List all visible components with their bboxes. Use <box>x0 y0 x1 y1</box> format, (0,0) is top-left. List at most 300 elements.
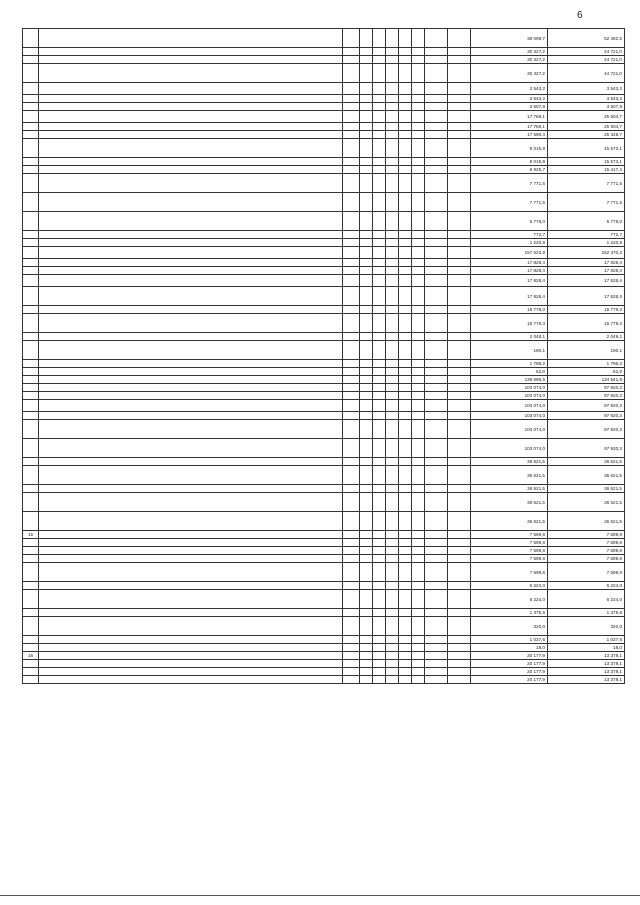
code-direction <box>425 131 448 139</box>
code-subprogram <box>399 412 412 420</box>
code-subprogram <box>399 563 412 582</box>
row-index <box>23 439 39 458</box>
code-event <box>412 636 425 644</box>
code-program <box>386 48 399 56</box>
row-name <box>39 660 343 668</box>
row-name <box>39 29 343 48</box>
code-admin <box>343 333 360 341</box>
value-year-2: 7 771,5 <box>548 193 625 212</box>
code-event <box>412 56 425 64</box>
code-section <box>360 400 373 412</box>
row-index <box>23 617 39 636</box>
code-direction <box>425 333 448 341</box>
code-direction <box>425 384 448 392</box>
row-index <box>23 64 39 83</box>
code-program <box>386 531 399 539</box>
code-expense-type <box>448 485 471 493</box>
row-name <box>39 384 343 392</box>
code-event <box>412 64 425 83</box>
code-subsection <box>373 239 386 247</box>
budget-table-container <box>22 28 625 868</box>
code-admin <box>343 609 360 617</box>
table-row <box>23 103 625 111</box>
row-index <box>23 609 39 617</box>
code-expense-type <box>448 341 471 360</box>
code-program <box>386 314 399 333</box>
code-admin <box>343 247 360 259</box>
code-subsection <box>373 29 386 48</box>
code-expense-type <box>448 547 471 555</box>
row-name <box>39 111 343 123</box>
row-index <box>23 376 39 384</box>
code-admin <box>343 306 360 314</box>
row-index <box>23 247 39 259</box>
code-program <box>386 617 399 636</box>
row-index <box>23 267 39 275</box>
value-year-1: 38 098,7 <box>471 29 548 48</box>
row-index <box>23 174 39 193</box>
code-section <box>360 384 373 392</box>
code-section <box>360 636 373 644</box>
code-admin <box>343 212 360 231</box>
code-subsection <box>373 420 386 439</box>
code-admin <box>343 617 360 636</box>
code-subsection <box>373 531 386 539</box>
table-row <box>23 660 625 668</box>
row-name <box>39 531 343 539</box>
code-admin <box>343 275 360 287</box>
code-program <box>386 676 399 684</box>
code-direction <box>425 400 448 412</box>
code-event <box>412 420 425 439</box>
code-event <box>412 267 425 275</box>
row-index <box>23 539 39 547</box>
table-row <box>23 563 625 582</box>
code-section <box>360 617 373 636</box>
code-program <box>386 458 399 466</box>
code-subprogram <box>399 590 412 609</box>
code-admin <box>343 64 360 83</box>
table-row <box>23 360 625 368</box>
value-year-1: 772,7 <box>471 231 548 239</box>
code-event <box>412 103 425 111</box>
code-event <box>412 493 425 512</box>
code-section <box>360 83 373 95</box>
code-section <box>360 212 373 231</box>
code-subsection <box>373 676 386 684</box>
code-expense-type <box>448 48 471 56</box>
code-expense-type <box>448 617 471 636</box>
code-expense-type <box>448 56 471 64</box>
value-year-1: 1 375,6 <box>471 609 548 617</box>
row-index <box>23 275 39 287</box>
code-event <box>412 439 425 458</box>
code-admin <box>343 400 360 412</box>
code-subprogram <box>399 231 412 239</box>
value-year-1: 36 621,5 <box>471 458 548 466</box>
table-row <box>23 83 625 95</box>
code-section <box>360 485 373 493</box>
code-section <box>360 64 373 83</box>
code-section <box>360 412 373 420</box>
value-year-2: 7 771,5 <box>548 174 625 193</box>
code-direction <box>425 314 448 333</box>
row-name <box>39 547 343 555</box>
code-admin <box>343 158 360 166</box>
table-row <box>23 231 625 239</box>
code-subsection <box>373 341 386 360</box>
value-year-1: 7 599,6 <box>471 539 548 547</box>
value-year-1: 15 779,3 <box>471 306 548 314</box>
code-program <box>386 485 399 493</box>
code-event <box>412 512 425 531</box>
code-direction <box>425 458 448 466</box>
value-year-1: 17 590,4 <box>471 131 548 139</box>
row-name <box>39 314 343 333</box>
code-program <box>386 582 399 590</box>
code-subsection <box>373 376 386 384</box>
code-expense-type <box>448 259 471 267</box>
row-index <box>23 458 39 466</box>
row-index <box>23 360 39 368</box>
row-name <box>39 48 343 56</box>
code-admin <box>343 652 360 660</box>
code-event <box>412 212 425 231</box>
code-program <box>386 360 399 368</box>
code-subprogram <box>399 333 412 341</box>
value-year-2: 6 224,0 <box>548 582 625 590</box>
code-subprogram <box>399 384 412 392</box>
code-subprogram <box>399 275 412 287</box>
value-year-2: 7 599,6 <box>548 531 625 539</box>
value-year-2: 1 037,6 <box>548 636 625 644</box>
code-section <box>360 376 373 384</box>
value-year-1: 103 074,0 <box>471 384 548 392</box>
code-section <box>360 676 373 684</box>
code-event <box>412 287 425 306</box>
code-admin <box>343 660 360 668</box>
code-admin <box>343 174 360 193</box>
code-program <box>386 166 399 174</box>
table-row <box>23 636 625 644</box>
code-program <box>386 193 399 212</box>
row-index <box>23 239 39 247</box>
code-subsection <box>373 582 386 590</box>
code-program <box>386 555 399 563</box>
code-subsection <box>373 652 386 660</box>
code-subprogram <box>399 341 412 360</box>
code-section <box>360 539 373 547</box>
row-index <box>23 314 39 333</box>
code-section <box>360 555 373 563</box>
code-section <box>360 563 373 582</box>
code-subprogram <box>399 644 412 652</box>
row-name <box>39 392 343 400</box>
code-admin <box>343 83 360 95</box>
code-admin <box>343 531 360 539</box>
value-year-2: 13 379,1 <box>548 668 625 676</box>
code-program <box>386 29 399 48</box>
code-event <box>412 111 425 123</box>
table-row <box>23 341 625 360</box>
table-row <box>23 239 625 247</box>
value-year-2: 190,1 <box>548 341 625 360</box>
page-divider <box>0 895 640 896</box>
code-direction <box>425 439 448 458</box>
code-direction <box>425 64 448 83</box>
code-expense-type <box>448 239 471 247</box>
value-year-1: 1 220,8 <box>471 239 548 247</box>
row-name <box>39 275 343 287</box>
code-direction <box>425 485 448 493</box>
code-direction <box>425 420 448 439</box>
row-index <box>23 563 39 582</box>
row-name <box>39 458 343 466</box>
row-name <box>39 56 343 64</box>
code-event <box>412 306 425 314</box>
row-name <box>39 563 343 582</box>
code-direction <box>425 563 448 582</box>
row-index <box>23 287 39 306</box>
code-direction <box>425 306 448 314</box>
row-name <box>39 287 343 306</box>
code-event <box>412 83 425 95</box>
code-section <box>360 420 373 439</box>
value-year-2: 2 049,1 <box>548 333 625 341</box>
value-year-2: 36 621,5 <box>548 512 625 531</box>
code-subsection <box>373 644 386 652</box>
code-admin <box>343 644 360 652</box>
code-direction <box>425 158 448 166</box>
code-expense-type <box>448 531 471 539</box>
code-subprogram <box>399 676 412 684</box>
value-year-1: 9 015,9 <box>471 139 548 158</box>
code-subprogram <box>399 485 412 493</box>
code-subprogram <box>399 582 412 590</box>
value-year-1: 103 074,0 <box>471 392 548 400</box>
code-subsection <box>373 333 386 341</box>
code-admin <box>343 512 360 531</box>
code-program <box>386 306 399 314</box>
code-subprogram <box>399 123 412 131</box>
code-expense-type <box>448 64 471 83</box>
row-name <box>39 652 343 660</box>
code-section <box>360 652 373 660</box>
row-index <box>23 212 39 231</box>
value-year-1: 7 771,5 <box>471 193 548 212</box>
row-index <box>23 103 39 111</box>
code-section <box>360 466 373 485</box>
value-year-2: 3 543,2 <box>548 95 625 103</box>
value-year-2: 17 828,4 <box>548 259 625 267</box>
value-year-1: 18,0 <box>471 644 548 652</box>
row-index <box>23 111 39 123</box>
value-year-2: 44 721,0 <box>548 56 625 64</box>
value-year-1: 320,0 <box>471 617 548 636</box>
row-index <box>23 158 39 166</box>
value-year-2: 7 599,6 <box>548 539 625 547</box>
code-subprogram <box>399 103 412 111</box>
table-row <box>23 458 625 466</box>
code-section <box>360 668 373 676</box>
code-subsection <box>373 360 386 368</box>
budget-table <box>22 28 625 684</box>
code-subprogram <box>399 439 412 458</box>
table-row <box>23 247 625 259</box>
code-admin <box>343 466 360 485</box>
table-row <box>23 609 625 617</box>
code-subprogram <box>399 158 412 166</box>
code-section <box>360 458 373 466</box>
code-admin <box>343 368 360 376</box>
code-event <box>412 193 425 212</box>
value-year-2: 13 379,1 <box>548 652 625 660</box>
value-year-1: 36 621,5 <box>471 512 548 531</box>
code-direction <box>425 547 448 555</box>
row-index <box>23 123 39 131</box>
code-program <box>386 158 399 166</box>
code-direction <box>425 636 448 644</box>
code-expense-type <box>448 668 471 676</box>
code-program <box>386 439 399 458</box>
code-admin <box>343 668 360 676</box>
code-direction <box>425 652 448 660</box>
code-section <box>360 239 373 247</box>
code-expense-type <box>448 384 471 392</box>
code-subprogram <box>399 555 412 563</box>
code-event <box>412 247 425 259</box>
table-row <box>23 166 625 174</box>
code-subprogram <box>399 259 412 267</box>
code-subsection <box>373 95 386 103</box>
code-direction <box>425 368 448 376</box>
value-year-2: 97 920,3 <box>548 384 625 392</box>
code-program <box>386 539 399 547</box>
code-program <box>386 131 399 139</box>
value-year-2: 25 604,7 <box>548 111 625 123</box>
code-program <box>386 384 399 392</box>
code-subprogram <box>399 360 412 368</box>
value-year-2: 13 379,1 <box>548 660 625 668</box>
value-year-2: 36 621,5 <box>548 493 625 512</box>
code-subprogram <box>399 48 412 56</box>
value-year-2: 15 573,1 <box>548 139 625 158</box>
code-subprogram <box>399 547 412 555</box>
code-admin <box>343 676 360 684</box>
code-event <box>412 166 425 174</box>
code-event <box>412 131 425 139</box>
code-subprogram <box>399 668 412 676</box>
code-event <box>412 123 425 131</box>
code-section <box>360 267 373 275</box>
value-year-2: 1 796,2 <box>548 360 625 368</box>
code-event <box>412 609 425 617</box>
code-program <box>386 174 399 193</box>
code-subsection <box>373 609 386 617</box>
code-subprogram <box>399 29 412 48</box>
row-index <box>23 95 39 103</box>
code-section <box>360 48 373 56</box>
code-section <box>360 368 373 376</box>
value-year-2: 152 370,2 <box>548 247 625 259</box>
code-expense-type <box>448 412 471 420</box>
code-subsection <box>373 212 386 231</box>
row-index <box>23 306 39 314</box>
row-index <box>23 590 39 609</box>
code-admin <box>343 267 360 275</box>
row-index: 16 <box>23 652 39 660</box>
code-admin <box>343 563 360 582</box>
code-admin <box>343 287 360 306</box>
code-event <box>412 539 425 547</box>
row-index <box>23 660 39 668</box>
code-section <box>360 56 373 64</box>
code-section <box>360 314 373 333</box>
code-section <box>360 439 373 458</box>
code-program <box>386 259 399 267</box>
code-program <box>386 644 399 652</box>
code-expense-type <box>448 609 471 617</box>
row-index <box>23 485 39 493</box>
table-row <box>23 590 625 609</box>
code-program <box>386 239 399 247</box>
value-year-1: 20 177,9 <box>471 652 548 660</box>
value-year-2: 36 621,5 <box>548 458 625 466</box>
code-subsection <box>373 83 386 95</box>
code-expense-type <box>448 458 471 466</box>
code-program <box>386 275 399 287</box>
code-section <box>360 29 373 48</box>
code-direction <box>425 466 448 485</box>
code-subprogram <box>399 466 412 485</box>
code-program <box>386 660 399 668</box>
code-expense-type <box>448 392 471 400</box>
row-name <box>39 668 343 676</box>
code-admin <box>343 48 360 56</box>
row-name <box>39 636 343 644</box>
code-admin <box>343 259 360 267</box>
code-program <box>386 95 399 103</box>
code-admin <box>343 582 360 590</box>
row-index <box>23 555 39 563</box>
value-year-1: 17 828,4 <box>471 267 548 275</box>
row-index <box>23 582 39 590</box>
code-expense-type <box>448 636 471 644</box>
code-event <box>412 174 425 193</box>
code-section <box>360 131 373 139</box>
code-expense-type <box>448 287 471 306</box>
code-program <box>386 376 399 384</box>
code-subsection <box>373 512 386 531</box>
code-expense-type <box>448 166 471 174</box>
code-subprogram <box>399 314 412 333</box>
table-row <box>23 547 625 555</box>
row-name <box>39 212 343 231</box>
table-row <box>23 555 625 563</box>
code-subsection <box>373 617 386 636</box>
code-expense-type <box>448 466 471 485</box>
code-direction <box>425 287 448 306</box>
code-event <box>412 95 425 103</box>
code-admin <box>343 139 360 158</box>
code-direction <box>425 56 448 64</box>
code-direction <box>425 95 448 103</box>
code-event <box>412 660 425 668</box>
code-section <box>360 531 373 539</box>
code-subsection <box>373 668 386 676</box>
table-row <box>23 212 625 231</box>
table-row <box>23 466 625 485</box>
